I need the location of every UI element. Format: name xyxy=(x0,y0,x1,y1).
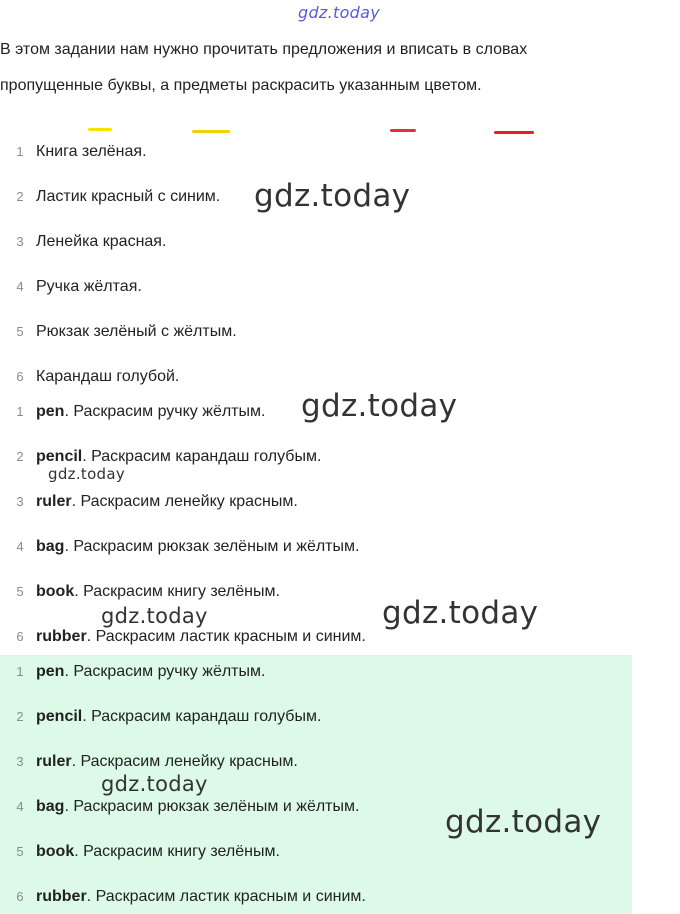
item-text xyxy=(36,661,265,683)
color-strokes-image xyxy=(0,124,680,136)
item-number: 6 xyxy=(16,369,24,384)
item-text xyxy=(36,581,280,603)
item-rest: . Раскрасим ластик красным и синим. xyxy=(86,888,366,905)
item-rest: . Раскрасим книгу зелёным. xyxy=(74,583,280,600)
item-number: 2 xyxy=(16,449,24,464)
item-number: 3 xyxy=(16,494,24,509)
item-number: 4 xyxy=(16,539,24,554)
intro-text xyxy=(0,32,660,104)
watermark: gdz.today xyxy=(48,465,126,483)
red-stroke-2 xyxy=(494,131,534,134)
item-text: Рюкзак зелёный с жёлтым. xyxy=(36,323,237,340)
watermark: gdz.today xyxy=(101,772,208,796)
item-text: Ластик красный с синим. xyxy=(36,188,221,205)
item-rest: . Раскрасим карандаш голубым. xyxy=(82,448,322,465)
english-term: rubber xyxy=(36,888,87,905)
english-term: pencil xyxy=(36,708,83,725)
item-number: 6 xyxy=(16,629,24,644)
item-text xyxy=(36,796,359,818)
intro-line-2: пропущенные буквы, а предметы раскрасить указанным цветом. xyxy=(0,77,482,94)
item-text xyxy=(36,886,366,908)
watermark: gdz.today xyxy=(445,804,602,840)
item-rest: . Раскрасим ручку жёлтым. xyxy=(64,663,266,680)
english-term: bag xyxy=(36,798,65,815)
english-term: ruler xyxy=(36,753,72,770)
item-rest: . Раскрасим рюкзак зелёным и жёлтым. xyxy=(64,538,360,555)
item-rest: . Раскрасим ластик красным и синим. xyxy=(86,628,366,645)
yellow-stroke-1 xyxy=(88,128,112,131)
watermark: gdz.today xyxy=(254,178,411,214)
highlighted-answer-block xyxy=(0,655,632,914)
item-rest: . Раскрасим рюкзак зелёным и жёлтым. xyxy=(64,798,360,815)
item-number: 5 xyxy=(16,324,24,339)
item-text xyxy=(36,536,359,558)
item-text xyxy=(36,706,321,728)
english-term: rubber xyxy=(36,628,87,645)
item-number: 3 xyxy=(16,234,24,249)
item-rest: . Раскрасим ручку жёлтым. xyxy=(64,403,266,420)
item-rest: . Раскрасим карандаш голубым. xyxy=(82,708,322,725)
item-text xyxy=(36,491,298,513)
item-number: 4 xyxy=(16,279,24,294)
english-term: pen xyxy=(36,663,65,680)
item-rest: . Раскрасим ленейку красным. xyxy=(71,493,298,510)
item-text: Карандаш голубой. xyxy=(36,368,180,385)
item-text xyxy=(36,751,298,773)
english-term: ruler xyxy=(36,493,72,510)
item-number: 5 xyxy=(16,584,24,599)
english-term: book xyxy=(36,583,75,600)
english-term: pencil xyxy=(36,448,83,465)
watermark: gdz.today xyxy=(382,595,539,631)
item-number: 1 xyxy=(16,404,24,419)
english-term: pen xyxy=(36,403,65,420)
item-text xyxy=(36,841,280,863)
english-term: bag xyxy=(36,538,65,555)
item-number: 1 xyxy=(16,144,24,159)
item-text: Ручка жёлтая. xyxy=(36,278,142,295)
item-rest: . Раскрасим книгу зелёным. xyxy=(74,843,280,860)
item-text: Ленейка красная. xyxy=(36,233,167,250)
item-number: 2 xyxy=(16,189,24,204)
item-number: 1 xyxy=(16,664,24,679)
item-text: Книга зелёная. xyxy=(36,143,147,160)
intro-line-1: В этом задании нам нужно прочитать предложения и вписать в словах xyxy=(0,41,528,58)
yellow-stroke-2 xyxy=(192,130,230,133)
watermark: gdz.today xyxy=(301,388,458,424)
item-number: 2 xyxy=(16,709,24,724)
item-number: 5 xyxy=(16,844,24,859)
item-number: 6 xyxy=(16,889,24,904)
item-text xyxy=(36,626,366,648)
watermark-top: gdz.today xyxy=(298,3,380,22)
english-term: book xyxy=(36,843,75,860)
item-number: 4 xyxy=(16,799,24,814)
item-number: 3 xyxy=(16,754,24,769)
watermark: gdz.today xyxy=(101,604,208,628)
item-rest: . Раскрасим ленейку красным. xyxy=(71,753,298,770)
item-text xyxy=(36,401,265,423)
red-stroke-1 xyxy=(390,129,416,132)
